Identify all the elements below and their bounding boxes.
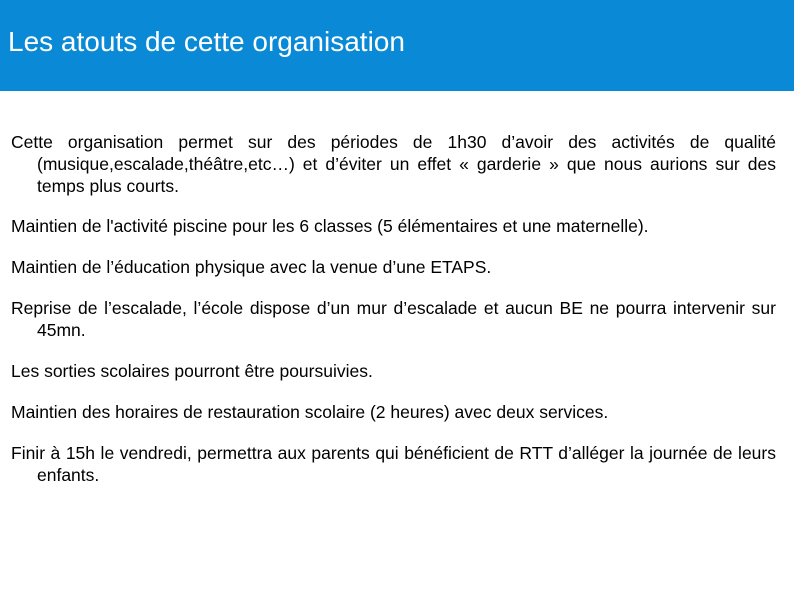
- title-bar: [0, 0, 794, 91]
- paragraph-escalade: Reprise de l’escalade, l’école dispose d’un mur d’escalade et aucun BE ne pourra intervenir sur 45mn.: [11, 298, 776, 340]
- paragraph-sorties: Les sorties scolaires pourront être poursuivies.: [11, 361, 373, 381]
- paragraph-vendredi: Finir à 15h le vendredi, permettra aux parents qui bénéficient de RTT d’alléger la journée de leurs enfants.: [11, 443, 776, 485]
- paragraph-education-physique: Maintien de l’éducation physique avec la venue d’une ETAPS.: [11, 257, 492, 277]
- paragraph-restauration: Maintien des horaires de restauration scolaire (2 heures) avec deux services.: [11, 402, 609, 422]
- paragraph-organisation: Cette organisation permet sur des périodes de 1h30 d’avoir des activités de qualité (musique,escalade,théâtre,etc…) et d’éviter un effet « garderie » que nous aurions sur des temps plus courts.: [11, 132, 776, 196]
- slide-title: Les atouts de cette organisation: [8, 26, 405, 57]
- slide-body: [11, 131, 776, 486]
- paragraph-piscine: Maintien de l'activité piscine pour les 6 classes (5 élémentaires et une maternelle).: [11, 216, 649, 236]
